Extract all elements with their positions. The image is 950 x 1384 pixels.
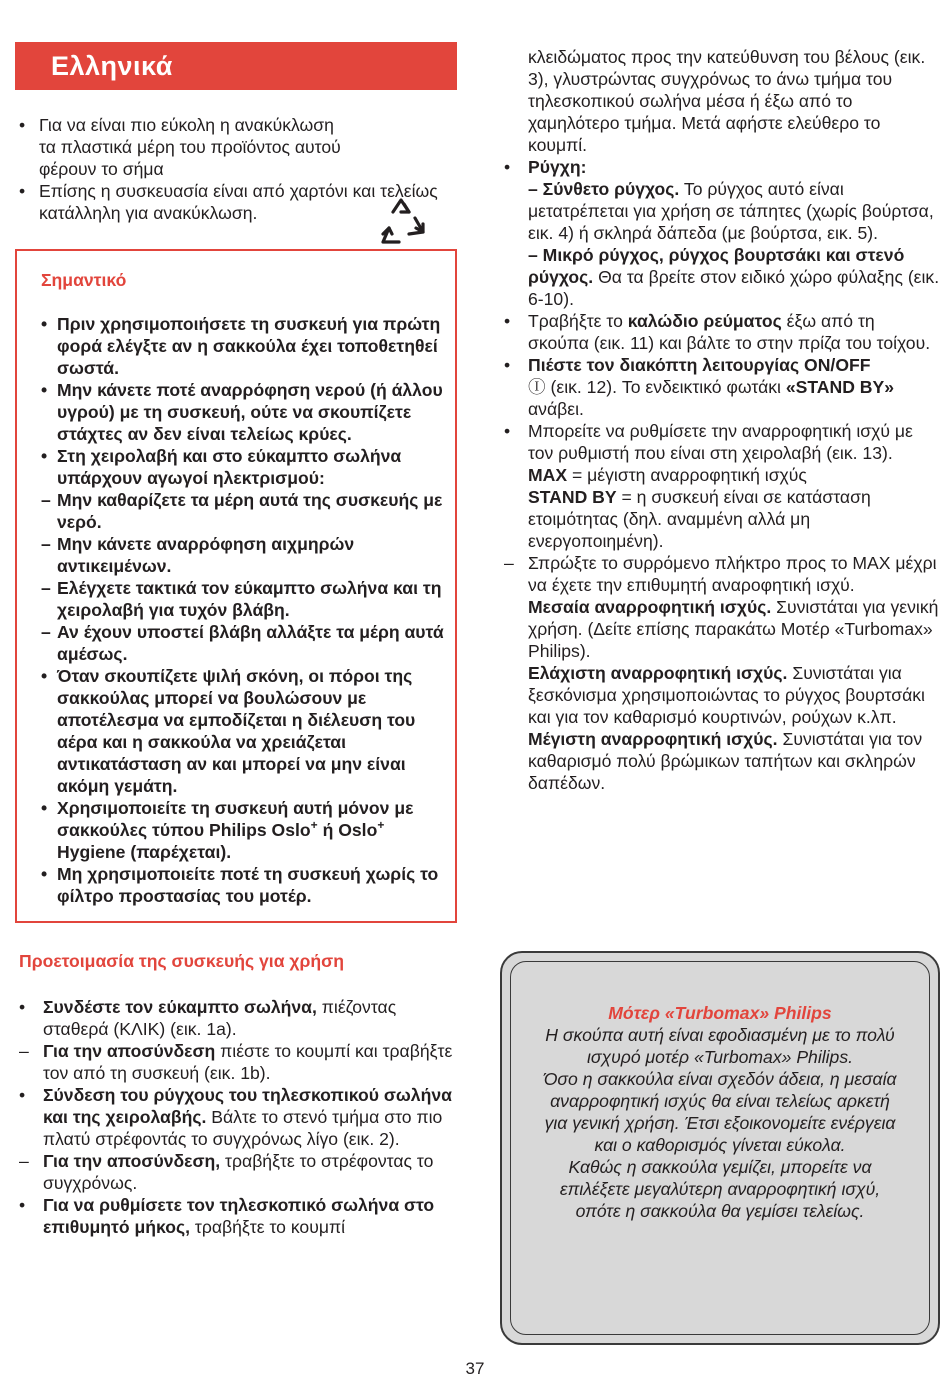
paragraph-text: κλειδώματος προς την κατεύθυνση του βέλους (εικ. 3), γλυστρώντας συγχρόνως το άνω τμήμα του τηλεσκοπικού σωλήνα μέσα ή έξω από το χαμηλότερο τμήμα. Μετά αφήστε ελεύθερο το κουμπί. [528, 47, 926, 155]
list-item [15, 114, 349, 180]
list-item [15, 180, 457, 224]
dash: – [41, 622, 51, 642]
cord-bold: καλώδιο ρεύματος [627, 311, 782, 331]
list-item [41, 797, 445, 863]
step-text: πιέζοντας σταθερά (ΚΛΙΚ) (εικ. 1a). [43, 997, 397, 1039]
turbomax-box-inner [510, 961, 930, 1335]
step-text: τραβήξτε το στρέφοντας το συγχρόνως. [43, 1151, 434, 1193]
warning-text: Μην κάνετε αναρρόφηση αιχμηρών αντικειμένων. [57, 534, 355, 576]
page-number: 37 [465, 1359, 485, 1378]
dash: – [19, 1151, 29, 1171]
step-text: τραβήξτε το κουμπί [189, 1217, 346, 1237]
switch-bold: Πιέστε τον διακόπτη λειτουργίας ON/OFF [528, 355, 871, 375]
continuation-paragraph [500, 46, 940, 156]
warning-text: Στη χειρολαβή και στο εύκαμπτο σωλήνα υπάρχουν αγωγοί ηλεκτρισμού: [57, 446, 402, 488]
medium-power-label: Μεσαία αναρροφητική ισχύς. [528, 597, 772, 617]
warning-text: Μη χρησιμοποιείτε ποτέ τη συσκευή χωρίς το φίλτρο προστασίας του μοτέρ. [57, 864, 439, 906]
step-text: πιέστε το κουμπί και τραβήξτε τον από τη συσκευή (εικ. 1b). [43, 1041, 453, 1083]
step-bold: Για την αποσύνδεση [43, 1041, 216, 1061]
step-bold: Για την αποσύνδεση, [43, 1151, 221, 1171]
max-label: MAX [528, 465, 568, 485]
combo-nozzle-label: – Σύνθετο ρύγχος. [528, 179, 680, 199]
nozzles-item [500, 156, 940, 310]
bullet: • [41, 314, 48, 334]
standby-label: STAND BY [528, 487, 617, 507]
turbomax-p3: Καθώς η σακκούλα γεμίζει, μπορείτε να επιλέξετε μεγαλύτερη αναρροφητική ισχύ, οπότε η σακκούλα θα γεμίσει τελείως. [559, 1157, 881, 1221]
list-item [41, 379, 445, 445]
nozzles-heading: Ρύγχη: [528, 157, 587, 177]
list-item [41, 863, 445, 907]
superscript: + [377, 818, 385, 833]
step-bold: Σύνδεση του ρύγχους του τηλεσκοπικού σωλήνα και της χειρολαβής. [43, 1085, 452, 1127]
bullet: • [504, 421, 511, 441]
important-heading: Σημαντικό [41, 270, 127, 290]
dash: – [41, 578, 51, 598]
recycle-text: Για να είναι πιο εύκολη η ανακύκλωση τα πλαστικά μέρη του προϊόντος αυτού φέρουν το σήμα [39, 115, 341, 179]
list-item [41, 533, 445, 577]
superscript: + [310, 818, 318, 833]
right-column [500, 46, 940, 794]
push-text: Σπρώξτε το συρρόμενο πλήκτρο προς το MAX μέχρι να έχετε την επιθυμητή αναροφητική ισχύ. [528, 553, 937, 595]
cord-item [500, 310, 940, 354]
important-box [15, 249, 457, 923]
dash: – [41, 534, 51, 554]
bullet: • [41, 446, 48, 466]
turbomax-p1: Η σκούπα αυτή είναι εφοδιασμένη με το πολύ ισχυρό μοτέρ «Turbomax» Philips. [545, 1025, 895, 1067]
list-item [15, 996, 457, 1040]
list-item [41, 577, 445, 621]
packaging-text: Επίσης η συσκευασία είναι από χαρτόνι και τελείως κατάλληλη για ανακύκλωση. [39, 181, 438, 223]
bullet: • [41, 380, 48, 400]
turbomax-box [500, 951, 940, 1345]
minimum-power-label: Ελάχιστη αναρροφητική ισχύς. [528, 663, 788, 683]
switch-text: ανάβει. [528, 399, 584, 419]
step-bold: Συνδέστε τον εύκαμπτο σωλήνα, [43, 997, 317, 1017]
standby-label: «STAND BY» [785, 377, 895, 397]
small-nozzle-text: Θα τα βρείτε στον ειδικό χώρο φύλαξης (εικ. 6-10). [528, 267, 940, 309]
list-item [41, 313, 445, 379]
minimum-power-text: Συνιστάται για ξεσκόνισμα χρησιμοποιώντας το ρύγχος βουρτσάκι και για τον καθαρισμό κουρτινών, ρούχων κ.λπ. [528, 663, 925, 727]
warning-text: Μην καθαρίζετε τα μέρη αυτά της συσκευής με νερό. [57, 490, 443, 532]
maximum-power-text: Συνιστάται για τον καθαρισμό πολύ βρώμικων ταπήτων και σκληρών δαπέδων. [528, 729, 923, 793]
list-item [41, 665, 445, 797]
warning-text: Όταν σκουπίζετε ψιλή σκόνη, οι πόροι της σακκούλας μπορεί να βουλώσουν με αποτέλεσμα να εμποδίζεται η διέλευση του αέρα και η σακκούλα να χρειάζεται αντικατάσταση αν και μπορεί να μην είναι ακόμη γεμάτη. [57, 666, 416, 796]
bullet: • [504, 157, 511, 177]
list-item [15, 1084, 457, 1150]
warning-text: Χρησιμοποιείτε τη συσκευή αυτή μόνον με σακκούλες τύπου Philips Oslo [57, 798, 414, 840]
dash: – [504, 553, 514, 573]
bullet: • [19, 181, 26, 201]
list-item [41, 621, 445, 665]
medium-power-text: Συνιστάται για γενική χρήση. (Δείτε επίσης παρακάτω Μοτέρ «Turbomax» Philips). [528, 597, 939, 661]
bullet: • [19, 115, 26, 135]
switch-item [500, 354, 940, 420]
warning-text: Μην κάνετε ποτέ αναρρόφηση νερού (ή άλλου υγρού) με τη συσκευή, ούτε να σκουπίζετε στάχτες αν δεν είναι τελείως κρύες. [57, 380, 443, 444]
bullet: • [41, 798, 48, 818]
small-nozzle-label: – Μικρό ρύγχος, ρύγχος βουρτσάκι και στενό ρύγχος. [528, 245, 905, 287]
warning-text: Ελέγχετε τακτικά τον εύκαμπτο σωλήνα και τη χειρολαβή για τυχόν βλάβη. [57, 578, 442, 620]
warning-text: Πριν χρησιμοποιήσετε τη συσκευή για πρώτη φορά ελέγξτε αν η σακκούλα έχει τοποθετηθεί σωστά. [57, 314, 441, 378]
list-item [15, 1040, 457, 1084]
warning-text: ή Oslo [317, 820, 378, 840]
list-item [41, 489, 445, 533]
step-bold: Για να ρυθμίσετε τον τηλεσκοπικό σωλήνα στο επιθυμητό μήκος, [43, 1195, 435, 1237]
preparation-list [15, 996, 457, 1238]
switch-text: (εικ. 12). Το ενδεικτικό φωτάκι [545, 377, 786, 397]
list-item [15, 1150, 457, 1194]
dash: – [41, 490, 51, 510]
turbomax-title: Μότερ «Turbomax» Philips [608, 1003, 832, 1023]
bullet: • [19, 997, 26, 1017]
warning-text: Αν έχουν υποστεί βλάβη αλλάξτε τα μέρη αυτά αμέσως. [57, 622, 444, 664]
list-item [41, 445, 445, 489]
bullet: • [504, 311, 511, 331]
combo-nozzle-text: Το ρύγχος αυτό είναι μετατρέπεται για χρήση σε τάπητες (χωρίς βούρτσα, εικ. 4) ή σκληρά δάπεδα (με βούρτσα, εικ. 5). [528, 179, 934, 243]
bullet: • [19, 1085, 26, 1105]
warning-text: Hygiene (παρέχεται). [57, 842, 232, 862]
standby-text: = η συσκευή είναι σε κατάσταση ετοιμότητας (δηλ. αναμμένη αλλά μη ενεργοποιημένη). [528, 487, 871, 551]
suction-item [500, 420, 940, 552]
suction-text: Μπορείτε να ρυθμίσετε την αναρροφητική ισχύ με τον ρυθμιστή που είναι στη χειρολαβή (εικ. 13). [528, 421, 913, 463]
bullet: • [19, 1195, 26, 1215]
preparation-heading: Προετοιμασία της συσκευής για χρήση [19, 951, 344, 971]
page-title: Ελληνικά [15, 42, 457, 90]
cord-text: έξω από τη σκούπα (εικ. 11) και βάλτε το στην πρίζα του τοίχου. [528, 311, 931, 353]
max-text: = μέγιστη αναρροφητική ισχύς [567, 465, 807, 485]
power-icon: Ⓘ [528, 377, 546, 397]
list-item [15, 1194, 457, 1238]
recycle-section [15, 114, 457, 224]
push-item [500, 552, 940, 794]
dash: – [19, 1041, 29, 1061]
maximum-power-label: Μέγιστη αναρροφητική ισχύς. [528, 729, 778, 749]
bullet: • [41, 864, 48, 884]
bullet: • [41, 666, 48, 686]
step-text: Βάλτε το στενό τμήμα στο πιο πλατύ στρέφοντάς το συγχρόνως λίγο (εικ. 2). [43, 1107, 443, 1149]
left-column [15, 42, 457, 1238]
turbomax-p2: Όσο η σακκούλα είναι σχεδόν άδεια, η μεσαία αναρροφητική ισχύς θα είναι τελείως αρκετή για γενική χρήση. Έτσι εξοικονομείτε ενέργεια και ο καθορισμός γίνεται εύκολα. [543, 1069, 897, 1155]
cord-text: Τραβήξτε το [528, 311, 628, 331]
bullet: • [504, 355, 511, 375]
